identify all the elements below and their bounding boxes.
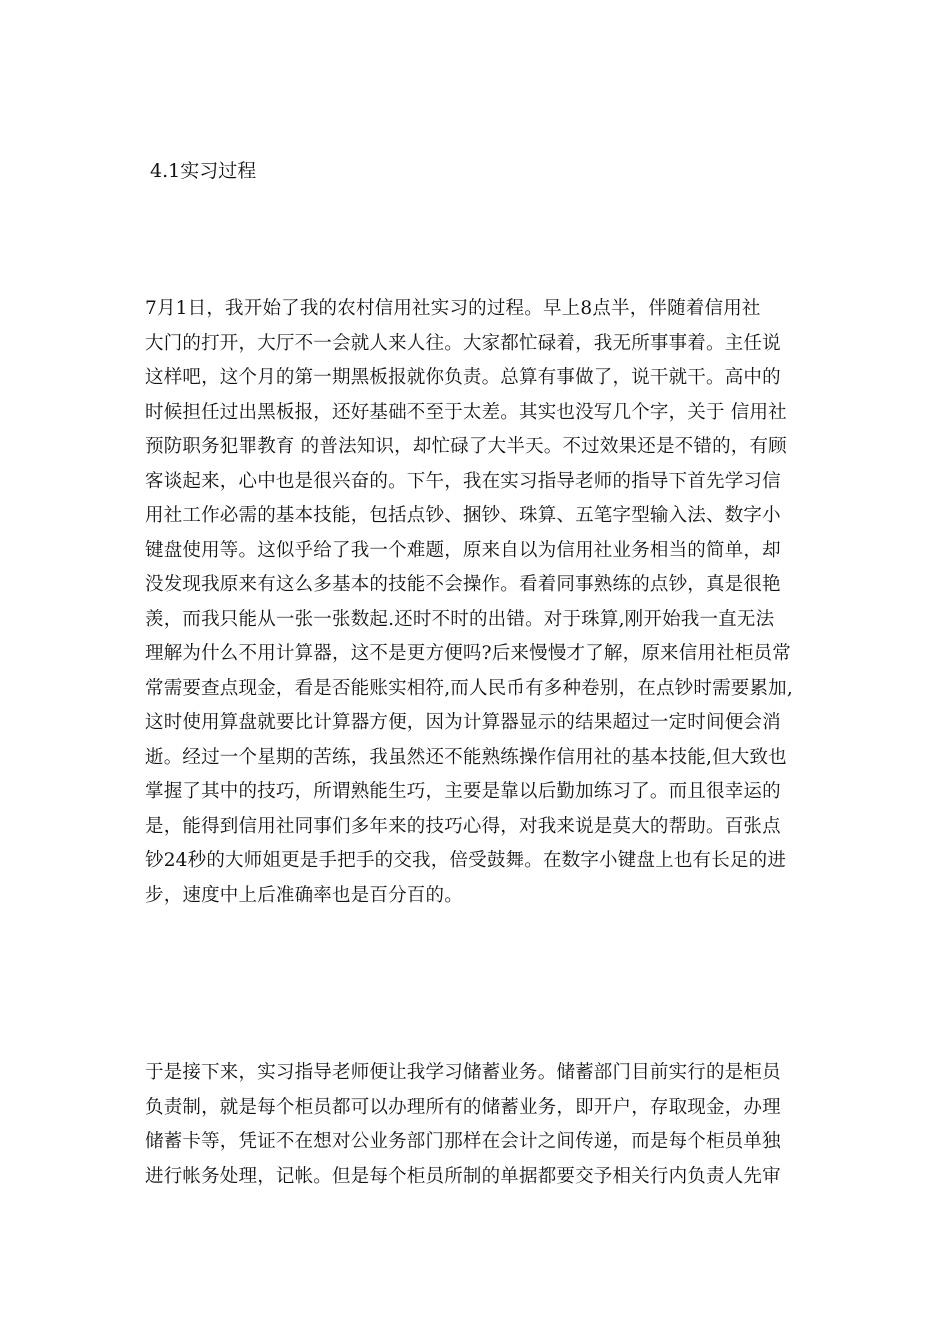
paragraph-line: 这样吧，这个月的第一期黑板报就你负责。总算有事做了，说干就干。高中的 — [145, 367, 781, 388]
paragraph-line: 逝。经过一个星期的苦练，我虽然还不能熟练操作信用社的基本技能,但大致也 — [145, 746, 787, 768]
paragraph-line: 掌握了其中的技巧，所谓熟能生巧，主要是靠以后勤加练习了。而且很幸运的 — [145, 781, 781, 802]
paragraph-line: 预防职务犯罪教育 的普法知识，却忙碌了大半天。不过效果还是不错的，有顾 — [145, 436, 787, 457]
paragraph-line: 进行帐务处理，记帐。但是每个柜员所制的单据都要交予相关行内负责人先审 — [145, 1165, 781, 1187]
paragraph-line: 是，能得到信用社同事们多年来的技巧心得，对我来说是莫大的帮助。百张点 — [145, 815, 781, 837]
paragraph-line: 大门的打开，大厅不一会就人来人往。大家都忙碌着，我无所事事着。主任说 — [145, 332, 781, 354]
paragraph-savings-business — [145, 1056, 805, 1194]
section-heading: 4.1实习过程 — [150, 160, 257, 182]
paragraph-line: 没发现我原来有这么多基本的技能不会操作。看着同事熟练的点钞，真是很艳 — [145, 574, 781, 595]
paragraph-line: 这时使用算盘就要比计算器方便，因为计算器显示的结果超过一定时间便会消 — [145, 712, 781, 733]
paragraph-line: 于是接下来，实习指导老师便让我学习储蓄业务。储蓄部门目前实行的是柜员 — [145, 1062, 781, 1083]
paragraph-line: 7月1日，我开始了我的农村信用社实习的过程。早上8点半，伴随着信用社 — [145, 298, 761, 319]
paragraph-internship-start — [145, 292, 805, 913]
paragraph-line: 常需要查点现金，看是否能账实相符,而人民币有多种卷别，在点钞时需要累加, — [145, 677, 793, 699]
paragraph-line: 时候担任过出黑板报，还好基础不至于太差。其实也没写几个字，关于 信用社 — [145, 401, 787, 423]
paragraph-line: 客谈起来，心中也是很兴奋的。下午，我在实习指导老师的指导下首先学习信 — [145, 470, 781, 492]
paragraph-line: 钞24秒的大师姐更是手把手的交我，倍受鼓舞。在数字小键盘上也有长足的进 — [145, 850, 787, 871]
paragraph-line: 键盘使用等。这似乎给了我一个难题，原来自以为信用社业务相当的简单，却 — [145, 539, 781, 561]
paragraph-line: 理解为什么不用计算器，这不是更方便吗?后来慢慢才了解，原来信用社柜员常 — [145, 643, 791, 664]
paragraph-line: 羡，而我只能从一张一张数起.还时不时的出错。对于珠算,刚开始我一直无法 — [145, 608, 775, 630]
paragraph-line: 步，速度中上后准确率也是百分百的。 — [145, 884, 463, 906]
paragraph-line: 储蓄卡等，凭证不在想对公业务部门那样在会计之间传递，而是每个柜员单独 — [145, 1131, 781, 1152]
paragraph-line: 负责制，就是每个柜员都可以办理所有的储蓄业务，即开户，存取现金，办理 — [145, 1096, 781, 1118]
paragraph-line: 用社工作必需的基本技能，包括点钞、捆钞、珠算、五笔字型输入法、数字小 — [145, 505, 781, 526]
